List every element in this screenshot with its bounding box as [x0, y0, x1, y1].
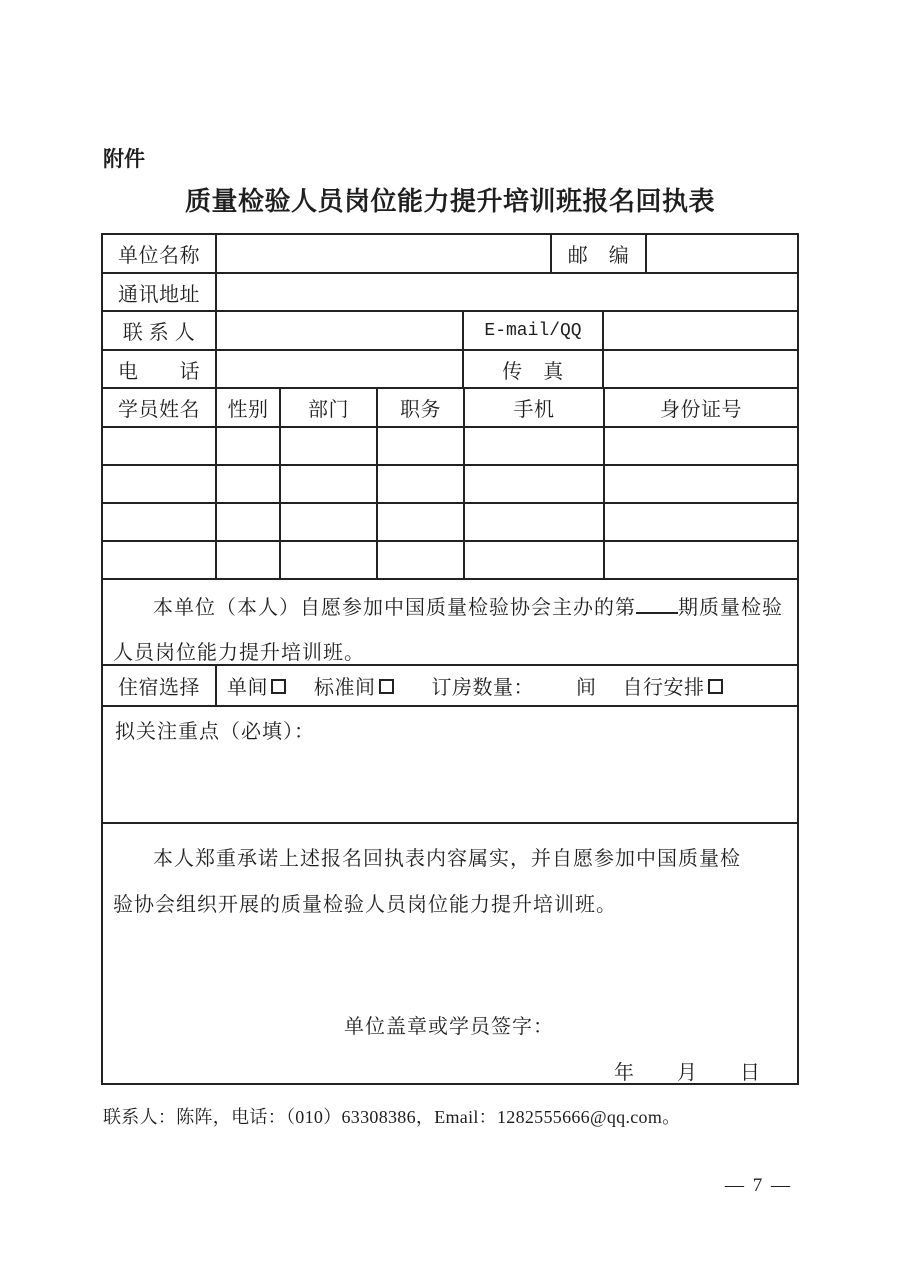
unit-name-input-cell: [217, 235, 552, 272]
student-position-cell: [378, 428, 465, 464]
phone-input-cell: [217, 351, 464, 387]
student-mobile-cell: [465, 428, 605, 464]
session-number-blank: [636, 594, 678, 614]
participation-text-pre: 本单位（本人）自愿参加中国质量检验协会主办的第: [153, 597, 636, 619]
phone-row: [103, 351, 797, 389]
student-department-header: 部门: [281, 389, 378, 426]
student-gender-cell: [217, 542, 281, 578]
student-id-cell: [605, 542, 797, 578]
self-arrange-checkbox-icon: [708, 679, 723, 694]
student-position-header: 职务: [378, 389, 465, 426]
attachment-label: 附件: [103, 148, 145, 171]
student-empty-row: [103, 466, 797, 504]
student-name-cell: [103, 466, 217, 502]
participation-text-line2: 检验人员岗位能力提升培训班。: [113, 597, 783, 664]
signature-label: 单位盖章或学员签字：: [344, 1016, 554, 1038]
promise-signature-cell: [103, 824, 797, 1083]
student-department-cell: [281, 466, 378, 502]
student-gender-header: 性别: [217, 389, 281, 426]
document-title: 质量检验人员岗位能力提升培训班报名回执表: [184, 186, 715, 216]
single-room-checkbox-icon: [271, 679, 286, 694]
promise-paragraph: [103, 824, 797, 1083]
student-name-cell: [103, 542, 217, 578]
focus-points-row: [103, 707, 797, 824]
accommodation-row: [103, 666, 797, 707]
student-name-header: 学员姓名: [103, 389, 217, 426]
student-position-cell: [378, 466, 465, 502]
room-quantity-unit: 间: [576, 677, 597, 699]
address-input-cell: [217, 274, 797, 310]
student-position-cell: [378, 504, 465, 540]
student-mobile-header: 手机: [465, 389, 605, 426]
date-label: 年 月 日: [614, 1062, 761, 1083]
fax-input-cell: [604, 351, 797, 387]
address-label: 通讯地址: [103, 274, 217, 310]
footer-contact: 联系人：陈阵，电话：（010）63308386，Email：1282555666@qq.com。: [103, 1107, 681, 1127]
accommodation-options-cell: [217, 666, 797, 705]
room-quantity-label: 订房数量：: [431, 677, 534, 699]
fax-label: 传 真: [464, 351, 604, 387]
self-arrange-label: 自行安排: [622, 677, 705, 699]
participation-statement-row: [103, 580, 797, 666]
student-id-cell: [605, 428, 797, 464]
student-name-cell: [103, 428, 217, 464]
postal-code-label: 邮 编: [552, 235, 647, 272]
student-mobile-cell: [465, 466, 605, 502]
promise-signature-row: [103, 824, 797, 1083]
contact-person-row: [103, 312, 797, 351]
focus-points-label: 拟关注重点（必填）：: [115, 721, 315, 743]
student-department-cell: [281, 428, 378, 464]
promise-line-2: 验协会组织开展的质量检验人员岗位能力提升培训班。: [113, 894, 617, 916]
promise-line-1: 本人郑重承诺上述报名回执表内容属实，并自愿参加中国质量检: [153, 848, 741, 870]
email-qq-label: E-mail/QQ: [464, 312, 604, 349]
student-id-header: 身份证号: [660, 399, 742, 421]
student-gender-cell: [217, 428, 281, 464]
student-empty-row: [103, 542, 797, 580]
phone-label: 电 话: [103, 351, 217, 387]
student-name-cell: [103, 504, 217, 540]
page-number: — 7 —: [725, 1175, 792, 1196]
student-id-cell: [605, 466, 797, 502]
registration-form-table: [101, 233, 799, 1085]
student-position-cell: [378, 542, 465, 578]
student-gender-cell: [217, 466, 281, 502]
contact-person-input-cell: [217, 312, 464, 349]
participation-statement: [103, 580, 797, 664]
student-department-cell: [281, 542, 378, 578]
standard-room-checkbox-icon: [379, 679, 394, 694]
student-empty-row: [103, 428, 797, 466]
student-empty-row: [103, 504, 797, 542]
student-id-cell: [605, 504, 797, 540]
students-header-row: [103, 389, 797, 428]
participation-text-post: 期质量: [678, 597, 741, 619]
email-qq-input-cell: [604, 312, 797, 349]
contact-person-label: 联 系 人: [103, 312, 217, 349]
student-department-cell: [281, 504, 378, 540]
postal-code-input-cell: [647, 235, 797, 272]
unit-name-label: 单位名称: [103, 235, 217, 272]
student-mobile-cell: [465, 542, 605, 578]
student-mobile-cell: [465, 504, 605, 540]
address-row: [103, 274, 797, 312]
student-gender-cell: [217, 504, 281, 540]
unit-name-row: [103, 235, 797, 274]
standard-room-label: 标准间: [314, 677, 376, 699]
accommodation-label: 住宿选择: [103, 666, 217, 705]
single-room-label: 单间: [227, 677, 268, 699]
